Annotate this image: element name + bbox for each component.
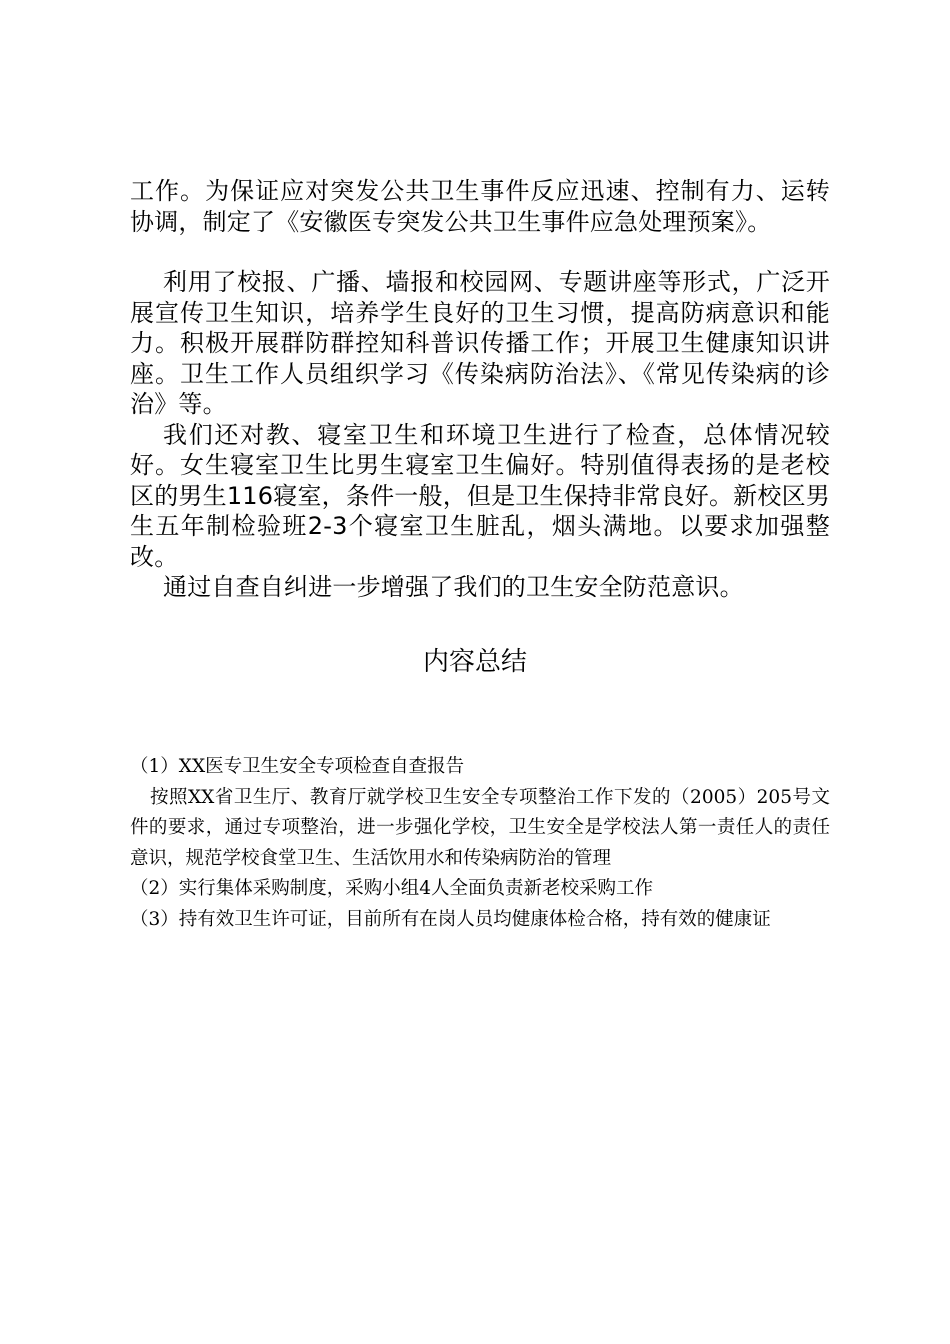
summary-block — [130, 752, 830, 935]
paragraph-3: 我们还对教、寝室卫生和环境卫生进行了检查，总体情况较好。女生寝室卫生比男生寝室卫生偏好。特别值得表扬的是老校区的男生116寝室，条件一般，但是卫生保持非常良好。新校区男生五年制检验班2-3个寝室卫生脏乱，烟头满地。以要求加强整改。 — [130, 420, 830, 571]
summary-item-2: 按照XX省卫生厅、教育厅就学校卫生安全专项整治工作下发的（2005）205号文件的要求，通过专项整治，进一步强化学校，卫生安全是学校法人第一责任人的责任意识，规范学校食堂卫生、生活饮用水和传染病防治的管理 — [130, 786, 830, 869]
paragraph-gap — [130, 237, 830, 267]
paragraph-1: 工作。为保证应对突发公共卫生事件反应迅速、控制有力、运转协调，制定了《安徽医专突发公共卫生事件应急处理预案》。 — [130, 177, 830, 236]
paragraph-4: 通过自查自纠进一步增强了我们的卫生安全防范意识。 — [163, 573, 744, 601]
paragraph-2: 利用了校报、广播、墙报和校园网、专题讲座等形式，广泛开展宣传卫生知识，培养学生良好的卫生习惯，提高防病意识和能力。积极开展群防群控知科普识传播工作；开展卫生健康知识讲座。卫生工作人员组织学习《传染病防治法》、《常见传染病的诊治》等。 — [130, 268, 830, 418]
summary-item-4: （3）持有效卫生许可证，目前所有在岗人员均健康体检合格，持有效的健康证 — [130, 908, 771, 930]
summary-item-1: （1）XX医专卫生安全专项检查自查报告 — [130, 756, 465, 777]
body-text — [130, 176, 830, 603]
summary-title: 内容总结 — [422, 647, 527, 677]
summary-item-3: （2）实行集体采购制度，采购小组4人全面负责新老校采购工作 — [130, 878, 654, 899]
